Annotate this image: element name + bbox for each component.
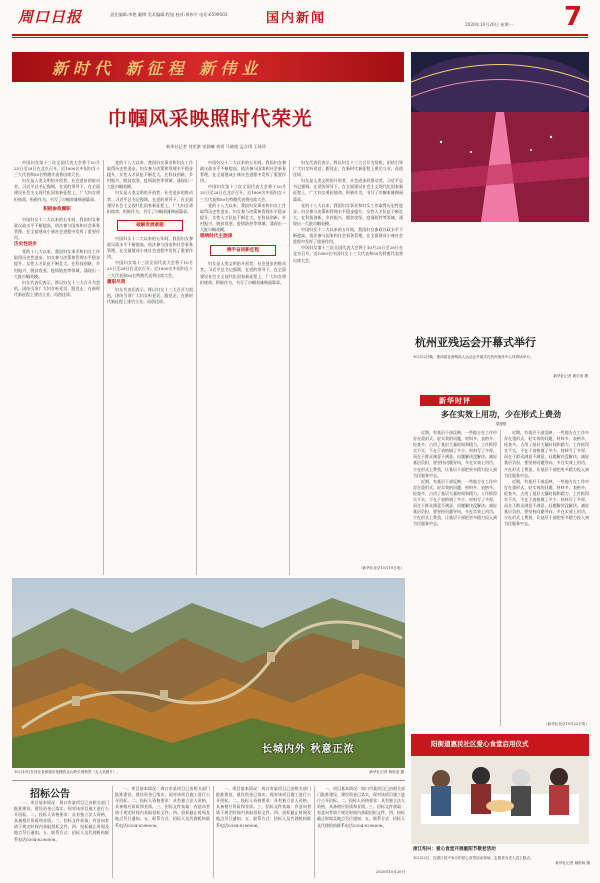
- commentary-paragraph: 近期，有基层干部反映，一些地方在工作中存在重形式、轻实效的问题，材料多、表格多、检查多，占用了基层大量时间和精力。工作抓得实不实，不在于表格填了多少、材料写了多厚，而在于群众满意不满意、问题解决没解决。减轻基层负担，要坚持问题导向，多在实效上用功，少在形式上费劲，让基层干部把更多精力投入到为民服务中去。: [413, 478, 497, 527]
- lead-paragraph: 中国妇女十二大以来的五年间，我国妇女参政议政水平不断提高，依法参与国家和社会事务管理，在全面建成小康社会进程中发挥了重要作用。: [107, 235, 193, 260]
- great-wall-credit: 新华社记者 杨世尧 摄: [369, 770, 404, 774]
- elderly-care-banner-text: 阳街道惠民社区爱心食堂启用仪式: [431, 740, 529, 748]
- lead-paragraph: 中国妇女十二大以来的五年间，我国妇女参政议政水平不断提高，依法参与国家和社会事务管理，在全面建成小康社会进程中发挥了重要作用。: [200, 160, 286, 184]
- commentary-tag: [420, 395, 490, 406]
- masthead-rule: [12, 34, 588, 36]
- lead-paragraph: 中国妇女第十三次全国代表大会将于10月25日至28日在北京召开。近1800名中国妇女十三大代表和50名特邀代表将出席大会。: [293, 245, 403, 263]
- column-divider: [213, 786, 214, 878]
- commentary-tag-text: 新华时评: [439, 396, 471, 405]
- lead-paragraph: 妇女是人类文明的开创者、社会进步的推动者。习近平总书记强调，在党的领导下，在全面建设社会主义现代化国家新征程上，广大妇女勇担使命、积极作为，书写了巾帼英雄绚丽篇章。: [200, 261, 286, 285]
- lead-paragraph: 中国妇女第十三次全国代表大会将于10月25日至28日在北京召开。近1800名中国妇女十三大代表和50名特邀代表将出席大会。: [200, 184, 286, 202]
- masthead-rule-thin: [12, 37, 588, 38]
- column-divider: [112, 786, 113, 878]
- para-games-caption: 10月22日晚，第四届亚洲残疾人运动会开幕式在杭州奥体中心体育场举行。: [413, 355, 534, 359]
- page-number: 7: [564, 2, 583, 32]
- notice-body-2: [115, 786, 210, 878]
- commentary-paragraph: 近期，有基层干部反映，一些地方在工作中存在重形式、轻实效的问题，材料多、表格多、检查多，占用了基层大量时间和精力。工作抓得实不实，不在于表格填了多少、材料写了多厚，而在于群众满意不满意、问题解决没解决。减轻基层负担，要坚持问题导向，多在实效上用功，少在形式上费劲，让基层干部把更多精力投入到为民服务中去。: [413, 430, 497, 478]
- notice-paragraph: 一、项目基本情况：周口市某项目已由相关部门批准建设，建设资金已落实，现对该项目施工进行公开招标。二、投标人资格要求：具有独立法人资格，具备相应资质和业绩。三、招标文件获取：有意向者请于规定时间内获取招标文件。四、投标截止时间及地点另行通知。五、联系方式：招标人及代理机构联系电话0394-8296006。: [317, 786, 405, 828]
- para-games-credit: 新华社记者 黄宗治 摄: [553, 374, 588, 378]
- lead-paragraph: 中国妇女第十三次全国代表大会将于10月25日至28日在北京召开。近1800名中国妇女十三大代表和50名特邀代表将出席大会。: [107, 260, 193, 278]
- lead-paragraph: 党的十八大以来，我国妇女事业和妇女工作取得历史性进步。妇女参与决策和管理水平稳步提升，女性人才队伍不断壮大，在科技创新、乡村振兴、脱贫攻坚、疫情防控等领域，涌现出一大批巾帼英模。: [200, 202, 286, 233]
- elderly-care-photo: [411, 734, 589, 844]
- lead-headline: 巾帼风采映照时代荣光: [107, 107, 313, 130]
- lead-subhead: 历史性进步: [14, 242, 37, 248]
- commentary-headline: 多在实效上用功，少在形式上费劲: [441, 409, 561, 419]
- lead-paragraph: 党的十八大以来，我国妇女事业和妇女工作取得历史性进步。妇女参与决策和管理水平稳步提升，女性人才队伍不断壮大，在科技创新、乡村振兴、脱贫攻坚、疫情防控等领域，涌现出一大批巾帼英模。: [107, 160, 193, 190]
- boxed-subhead: [117, 220, 183, 231]
- lead-subhead: 积极参政履职: [43, 206, 71, 212]
- slogan-banner: [12, 52, 404, 82]
- notice-paragraph: 一、项目基本情况：周口市某项目已由相关部门批准建设，建设资金已落实，现对该项目施工进行公开招标。二、投标人资格要求：具有独立法人资格，具备相应资质和业绩。三、招标文件获取：有意向者请于规定时间内获取招标文件。四、投标截止时间及地点另行通知。五、联系方式：招标人及代理机构联系电话0394-8296006。: [216, 786, 311, 828]
- date-line: 2020年10月20日 星期一: [465, 22, 513, 27]
- elderly-care-headline: 浙江绍兴：爱心食堂开展重阳节敬老活动: [413, 847, 496, 852]
- notice-body-3: [216, 786, 311, 878]
- column-divider: [196, 160, 197, 575]
- commentary-paragraph: 近期，有基层干部反映，一些地方在工作中存在重形式、轻实效的问题，材料多、表格多、检查多，占用了基层大量时间和精力。工作抓得实不实，不在于表格填了多少、材料写了多厚，而在于群众满意不满意、问题解决没解决。减轻基层负担，要坚持问题导向，多在实效上用功，少在形式上费劲，让基层干部把更多精力投入到为民服务中去。: [504, 430, 589, 478]
- column-divider: [103, 160, 104, 575]
- lead-paragraph: 妇女代表们表示，将以妇女十三大召开为契机，团结引领广大妇女听党话、跟党走，在新时代新征程上建功立业、再创佳绩。: [14, 279, 100, 297]
- para-games-photo-image: [411, 52, 589, 222]
- notice-title: 招标公告: [30, 789, 70, 800]
- lead-paragraph: 党的十八大以来，我国妇女事业和妇女工作取得历史性进步。妇女参与决策和管理水平稳步提升，女性人才队伍不断壮大，在科技创新、乡村振兴、脱贫攻坚、疫情防控等领域，涌现出一大批巾帼英模。: [293, 202, 403, 226]
- lead-paragraph: 妇女代表们表示，将以妇女十三大召开为契机，团结引领广大妇女听党话、跟党走，在新时代新征程上建功立业、再创佳绩。: [293, 160, 403, 178]
- great-wall-caption: 10月19日在河北省承德市拍摄的金山岭长城秋景（无人机照片）。: [14, 770, 121, 774]
- lead-dateline: （新华社北京10月19日电）: [358, 566, 404, 570]
- great-wall-photo: [12, 578, 405, 768]
- notice-rule: [12, 780, 405, 781]
- masthead-meta: 责任编辑:李艳 戴博 美术编辑:程旭 校对:邢伟平 电话:6599503: [110, 12, 228, 17]
- notice-paragraph: 一、项目基本情况：周口市某项目已由相关部门批准建设，建设资金已落实，现对该项目施工进行公开招标。二、投标人资格要求：具有独立法人资格，具备相应资质和业绩。三、招标文件获取：有意向者请于规定时间内获取招标文件。四、投标截止时间及地点另行通知。五、联系方式：招标人及代理机构联系电话0394-8296006。: [115, 786, 210, 828]
- elderly-care-photo-image: [411, 734, 589, 844]
- commentary-dateline: （新华社北京10月22日电）: [543, 722, 589, 726]
- lead-column-2: [107, 160, 193, 570]
- lead-paragraph: 妇女是人类文明的开创者、社会进步的推动者。习近平总书记强调，在党的领导下，在全面建设社会主义现代化国家新征程上，广大妇女勇担使命、积极作为，书写了巾帼英雄绚丽篇章。: [293, 178, 403, 202]
- great-wall-overlay-title: 长城内外 秋意正浓: [262, 744, 355, 755]
- para-games-headline: 杭州亚残运会开幕式举行: [415, 336, 536, 349]
- commentary-paragraph: 近期，有基层干部反映，一些地方在工作中存在重形式、轻实效的问题，材料多、表格多、检查多，占用了基层大量时间和精力。工作抓得实不实，不在于表格填了多少、材料写了多厚，而在于群众满意不满意、问题解决没解决。减轻基层负担，要坚持问题导向，多在实效上用功，少在形式上费劲，让基层干部把更多精力投入到为民服务中去。: [504, 478, 589, 527]
- commentary-body-left: [413, 430, 497, 728]
- boxed-subhead-text: 携手奋进新征程: [226, 248, 260, 254]
- lead-byline: 新华社记者 刘奕湛 宋晨曦 黄玥 马晓媛 孟含琪 王琦珍: [165, 144, 267, 149]
- elderly-care-caption: 10月22日，在浙江绍兴举办的爱心食堂活动现场，志愿者为老人送上糕点。: [413, 856, 534, 860]
- section-title: 国内新闻: [265, 11, 326, 26]
- commentary-author: 梁建强: [495, 422, 507, 426]
- lead-column-3: [200, 160, 286, 570]
- lead-column-1: [14, 160, 100, 570]
- banner-slogan: 新时代 新征程 新伟业: [52, 59, 263, 78]
- para-games-photo: [411, 52, 589, 222]
- boxed-subhead-text: 破解发展难题: [136, 222, 164, 228]
- column-divider: [289, 160, 290, 575]
- lead-paragraph: 中国妇女十二大以来的五年间，我国妇女参政议政水平不断提高，依法参与国家和社会事务管理，在全面建成小康社会进程中发挥了重要作用。: [14, 216, 100, 241]
- notice-paragraph: 一、项目基本情况：周口市某项目已由相关部门批准建设，建设资金已落实，现对该项目施工进行公开招标。二、投标人资格要求：具有独立法人资格，具备相应资质和业绩。三、招标文件获取：有意向者请于规定时间内获取招标文件。四、投标截止时间及地点另行通知。五、联系方式：招标人及代理机构联系电话0394-8296006。: [14, 800, 109, 842]
- lead-paragraph: 妇女代表们表示，将以妇女十三大召开为契机，团结引领广大妇女听党话、跟党走，在新时代新征程上建功立业、再创佳绩。: [107, 286, 193, 304]
- column-divider: [500, 430, 501, 726]
- masthead: [0, 0, 600, 40]
- lead-paragraph: 中国妇女第十三次全国代表大会将于10月25日至28日在北京召开。近1800名中国妇女十三大代表和50名特邀代表将出席大会。: [14, 160, 100, 178]
- notice-body-4: [317, 786, 405, 868]
- masthead-brand: 周口日报: [18, 8, 83, 26]
- notice-body-1: [14, 800, 109, 878]
- notice-date: 2020年10月20日: [375, 870, 405, 874]
- lead-paragraph: 中国妇女十二大以来的五年间，我国妇女参政议政水平不断提高，依法参与国家和社会事务管理，在全面建成小康社会进程中发挥了重要作用。: [293, 227, 403, 245]
- lead-subhead: 履职尽责: [107, 279, 126, 285]
- lead-subhead: 唱响时代主旋律: [200, 234, 233, 240]
- commentary-body-right: [504, 430, 589, 720]
- lead-paragraph: 妇女是人类文明的开创者、社会进步的推动者。习近平总书记强调，在党的领导下，在全面建设社会主义现代化国家新征程上，广大妇女勇担使命、积极作为，书写了巾帼英雄绚丽篇章。: [107, 190, 193, 214]
- lead-paragraph: 妇女是人类文明的开创者、社会进步的推动者。习近平总书记强调，在党的领导下，在全面建设社会主义现代化国家新征程上，广大妇女勇担使命、积极作为，书写了巾帼英雄绚丽篇章。: [14, 178, 100, 202]
- column-divider: [314, 786, 315, 878]
- boxed-subhead: [210, 245, 276, 256]
- lead-column-4: [293, 160, 403, 565]
- elderly-care-credit: 新华社记者 翁忻旸 摄: [555, 861, 590, 865]
- lead-paragraph: 党的十八大以来，我国妇女事业和妇女工作取得历史性进步。妇女参与决策和管理水平稳步提升，女性人才队伍不断壮大，在科技创新、乡村振兴、脱贫攻坚、疫情防控等领域，涌现出一大批巾帼英模。: [14, 249, 100, 279]
